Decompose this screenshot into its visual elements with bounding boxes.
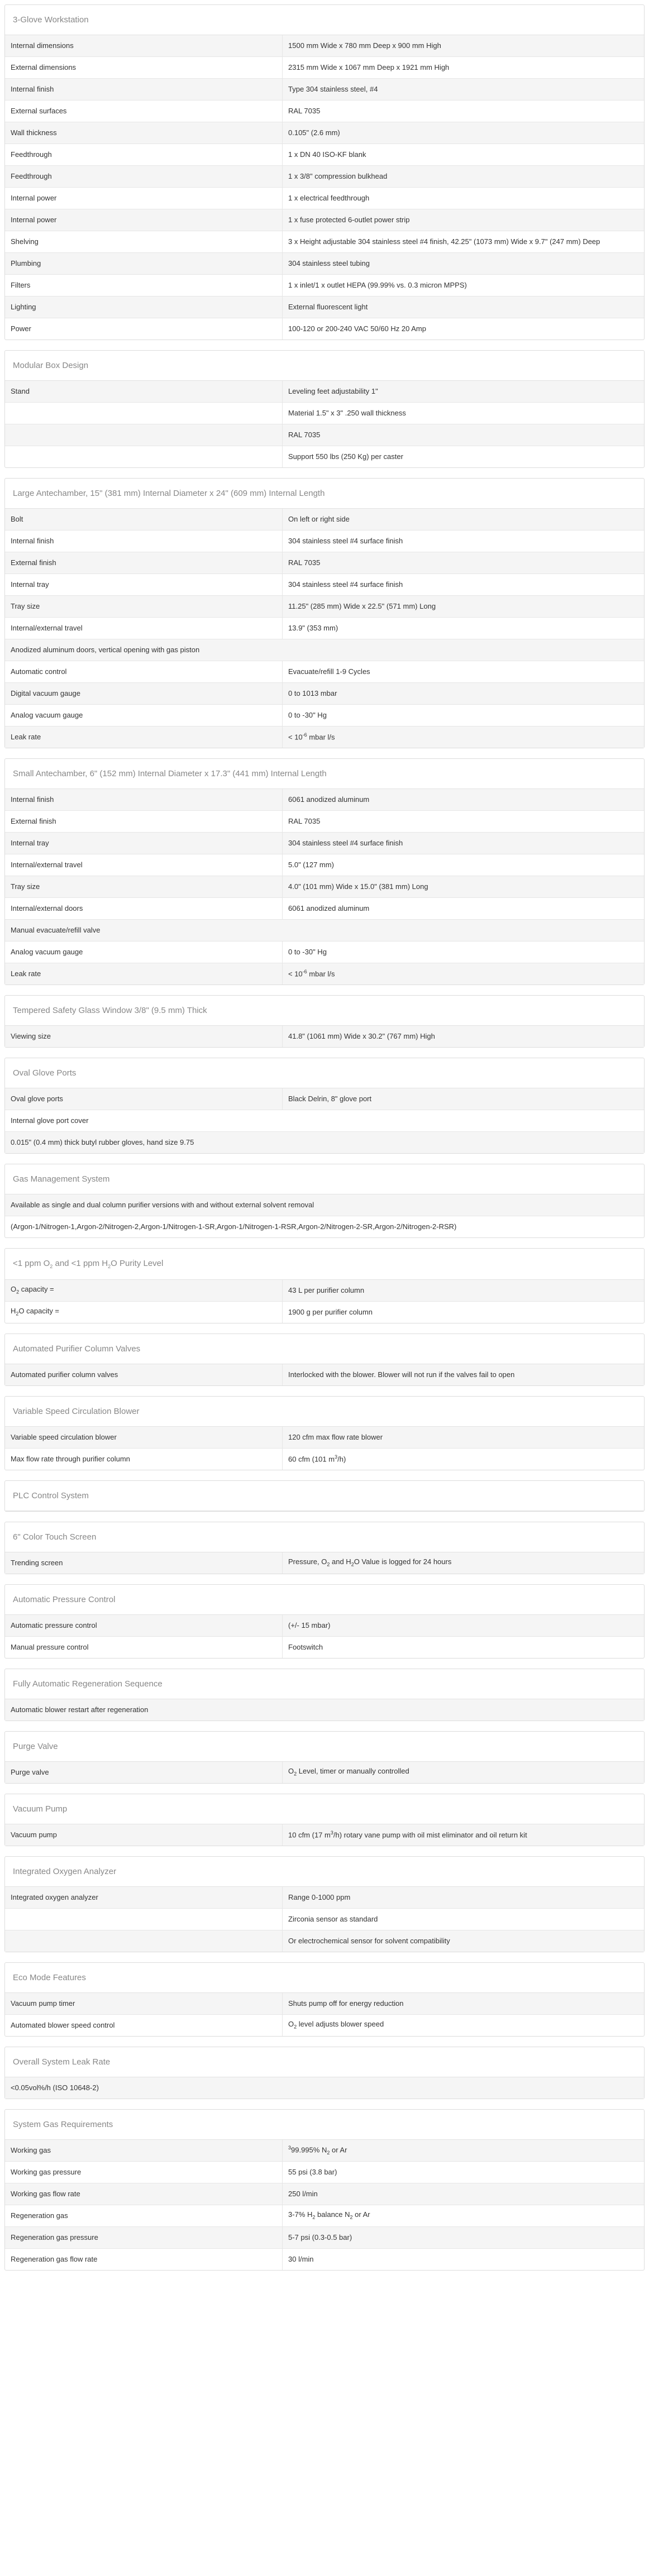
- spec-row: [5, 101, 644, 122]
- spec-row: [5, 1427, 644, 1449]
- spec-label: [5, 1930, 283, 1952]
- spec-row: [5, 2183, 644, 2205]
- spec-value: Type 304 stainless steel, #4: [283, 79, 645, 101]
- spec-row: [5, 920, 644, 941]
- spec-value: $O_2$ level adjusts blower speed: [283, 2015, 645, 2037]
- spec-label: Working gas pressure: [5, 2162, 283, 2183]
- spec-label: External dimensions: [5, 57, 283, 79]
- section-tempered-safety-glass-window-3-8-9-5-mm-thick: [4, 995, 645, 1048]
- spec-value: Leveling feet adjustability 1": [283, 381, 645, 403]
- section-title: Gas Management System: [5, 1164, 644, 1194]
- spec-row: [5, 297, 644, 318]
- section-integrated-oxygen-analyzer: [4, 1856, 645, 1952]
- section-title: Fully Automatic Regeneration Sequence: [5, 1669, 644, 1699]
- spec-value: < $10^{-6}$ mbar l/s: [283, 963, 645, 985]
- spec-value: 11.25" (285 mm) Wide x 22.5" (571 mm) Long: [283, 596, 645, 618]
- spec-label: [5, 403, 283, 424]
- spec-row: [5, 79, 644, 101]
- spec-label: Internal tray: [5, 574, 283, 596]
- spec-value: 41.8" (1061 mm) Wide x 30.2" (767 mm) High: [283, 1026, 645, 1047]
- spec-value: 55 psi (3.8 bar): [283, 2162, 645, 2183]
- spec-row: [5, 596, 644, 618]
- spec-row: [5, 1449, 644, 1470]
- spec-table: [5, 1088, 644, 1153]
- section-title: Large Antechamber, 15" (381 mm) Internal Diameter x 24" (609 mm) Internal Length: [5, 479, 644, 509]
- spec-row: [5, 1132, 644, 1154]
- section-3-glove-workstation: [4, 4, 645, 340]
- section-large-antechamber-15-381-mm-internal-diameter-x-24-609-mm-internal-length: [4, 478, 645, 748]
- spec-table: [5, 1364, 644, 1385]
- spec-label: Internal finish: [5, 79, 283, 101]
- spec-value: 60 cfm (101 $m^3/h$): [283, 1449, 645, 1470]
- spec-label: Internal dimensions: [5, 35, 283, 57]
- section-title: System Gas Requirements: [5, 2110, 644, 2140]
- spec-value: Evacuate/refill 1-9 Cycles: [283, 661, 645, 683]
- spec-value: External fluorescent light: [283, 297, 645, 318]
- spec-label: Tray size: [5, 876, 283, 898]
- spec-value: 1 x 3/8" compression bulkhead: [283, 166, 645, 188]
- spec-label: Working gas: [5, 2140, 283, 2162]
- spec-row: [5, 509, 644, 531]
- spec-row: [5, 1762, 644, 1783]
- spec-row: [5, 1026, 644, 1047]
- spec-row: [5, 833, 644, 854]
- spec-value: 0 to -30" Hg: [283, 941, 645, 963]
- section-oval-glove-ports: [4, 1058, 645, 1154]
- spec-row: [5, 854, 644, 876]
- spec-label: Internal finish: [5, 789, 283, 811]
- spec-label: $H_2O$ capacity =: [5, 1302, 283, 1323]
- spec-table: [5, 1887, 644, 1952]
- spec-label: Internal/external travel: [5, 854, 283, 876]
- section-title: Variable Speed Circulation Blower: [5, 1397, 644, 1427]
- spec-row: [5, 318, 644, 340]
- spec-label: Internal power: [5, 188, 283, 209]
- spec-value: Zirconia sensor as standard: [283, 1909, 645, 1930]
- spec-label: Regeneration gas pressure: [5, 2227, 283, 2249]
- spec-table: [5, 2140, 644, 2270]
- spec-value: 6061 anodized aluminum: [283, 789, 645, 811]
- spec-value: 120 cfm max flow rate blower: [283, 1427, 645, 1449]
- spec-value: $^3$99.995% $N_2$ or Ar: [283, 2140, 645, 2162]
- spec-value: 2315 mm Wide x 1067 mm Deep x 1921 mm High: [283, 57, 645, 79]
- spec-value: 13.9" (353 mm): [283, 618, 645, 639]
- section-overall-system-leak-rate: [4, 2047, 645, 2099]
- spec-value: 304 stainless steel #4 surface finish: [283, 833, 645, 854]
- spec-label: Leak rate: [5, 963, 283, 985]
- spec-label: Variable speed circulation blower: [5, 1427, 283, 1449]
- spec-row: [5, 1280, 644, 1302]
- section-1-ppm-o2-and-1-ppm-h2o-purity-level: [4, 1248, 645, 1323]
- section-title: Overall System Leak Rate: [5, 2047, 644, 2077]
- spec-value: 3-7% $H_2$ balance $N_2$ or Ar: [283, 2205, 645, 2227]
- spec-label: Analog vacuum gauge: [5, 941, 283, 963]
- spec-row: [5, 618, 644, 639]
- spec-row: [5, 35, 644, 57]
- spec-value: 1 x DN 40 ISO-KF blank: [283, 144, 645, 166]
- spec-note: Internal glove port cover: [5, 1110, 644, 1132]
- spec-label: Internal/external doors: [5, 898, 283, 920]
- spec-value: 1 x fuse protected 6-outlet power strip: [283, 209, 645, 231]
- spec-value: (+/- 15 mbar): [283, 1615, 645, 1637]
- spec-label: Viewing size: [5, 1026, 283, 1047]
- spec-value: 4.0" (101 mm) Wide x 15.0" (381 mm) Long: [283, 876, 645, 898]
- spec-label: [5, 424, 283, 446]
- spec-row: [5, 231, 644, 253]
- spec-label: Purge valve: [5, 1762, 283, 1783]
- spec-table: [5, 381, 644, 467]
- spec-value: 5.0" (127 mm): [283, 854, 645, 876]
- section-title: <1 ppm $O_2$ and <1 ppm $H_2O$ Purity Level: [5, 1249, 644, 1280]
- spec-row: [5, 275, 644, 297]
- spec-value: 1 x inlet/1 x outlet HEPA (99.99% vs. 0.3 micron MPPS): [283, 275, 645, 297]
- spec-label: Integrated oxygen analyzer: [5, 1887, 283, 1909]
- spec-row: [5, 552, 644, 574]
- spec-table: [5, 1699, 644, 1720]
- spec-row: [5, 2227, 644, 2249]
- spec-row: [5, 403, 644, 424]
- spec-value: 1500 mm Wide x 780 mm Deep x 900 mm High: [283, 35, 645, 57]
- spec-row: [5, 57, 644, 79]
- section-plc-control-system: [4, 1480, 645, 1512]
- spec-value: Shuts pump off for energy reduction: [283, 1993, 645, 2015]
- spec-row: [5, 727, 644, 748]
- section-title: 6" Color Touch Screen: [5, 1522, 644, 1552]
- spec-value: RAL 7035: [283, 101, 645, 122]
- spec-table: [5, 1427, 644, 1470]
- section-title: Purge Valve: [5, 1732, 644, 1762]
- spec-table: [5, 1026, 644, 1047]
- spec-value: 1 x electrical feedthrough: [283, 188, 645, 209]
- spec-note: (Argon-1/Nitrogen-1,Argon-2/Nitrogen-2,Argon-1/Nitrogen-1-SR,Argon-1/Nitrogen-1-RSR,Argon-2/Nitrogen-2-SR,Argon-2/Nitrogen-2-RSR): [5, 1216, 644, 1238]
- spec-value: $O_2$ Level, timer or manually controlled: [283, 1762, 645, 1783]
- spec-label: $O_2$ capacity =: [5, 1280, 283, 1302]
- spec-row: [5, 381, 644, 403]
- spec-value: < $10^{-6}$ mbar l/s: [283, 727, 645, 748]
- spec-value: 1900 g per purifier column: [283, 1302, 645, 1323]
- spec-label: Bolt: [5, 509, 283, 531]
- section-title: Vacuum Pump: [5, 1794, 644, 1824]
- spec-note: Anodized aluminum doors, vertical opening with gas piston: [5, 639, 644, 661]
- spec-label: External finish: [5, 552, 283, 574]
- spec-row: [5, 253, 644, 275]
- spec-row: [5, 166, 644, 188]
- section-eco-mode-features: [4, 1962, 645, 2037]
- spec-label: [5, 1909, 283, 1930]
- spec-label: Regeneration gas: [5, 2205, 283, 2227]
- spec-row: [5, 1930, 644, 1952]
- section-variable-speed-circulation-blower: [4, 1396, 645, 1470]
- spec-label: Analog vacuum gauge: [5, 705, 283, 727]
- section-vacuum-pump: [4, 1794, 645, 1846]
- section-gas-management-system: [4, 1164, 645, 1238]
- spec-row: [5, 811, 644, 833]
- spec-row: [5, 446, 644, 468]
- section-title: Tempered Safety Glass Window 3/8" (9.5 mm) Thick: [5, 996, 644, 1026]
- spec-label: Internal power: [5, 209, 283, 231]
- spec-row: [5, 1364, 644, 1385]
- spec-value: 10 cfm (17 $m^3/h$) rotary vane pump with oil mist eliminator and oil return kit: [283, 1824, 645, 1846]
- spec-label: Trending screen: [5, 1552, 283, 1574]
- spec-value: Footswitch: [283, 1637, 645, 1659]
- spec-label: [5, 446, 283, 468]
- spec-label: Internal/external travel: [5, 618, 283, 639]
- spec-table: [5, 1552, 644, 1574]
- spec-note: 0.015" (0.4 mm) thick butyl rubber gloves, hand size 9.75: [5, 1132, 644, 1154]
- spec-value: 3 x Height adjustable 304 stainless steel #4 finish, 42.25" (1073 mm) Wide x 9.7" (247 mm) Deep: [283, 231, 645, 253]
- spec-label: Internal finish: [5, 531, 283, 552]
- spec-label: Shelving: [5, 231, 283, 253]
- spec-label: External finish: [5, 811, 283, 833]
- spec-value: Black Delrin, 8" glove port: [283, 1088, 645, 1110]
- spec-value: 0 to 1013 mbar: [283, 683, 645, 705]
- section-6-color-touch-screen: [4, 1522, 645, 1574]
- spec-row: [5, 1216, 644, 1238]
- spec-row: [5, 789, 644, 811]
- spec-value: RAL 7035: [283, 552, 645, 574]
- spec-row: [5, 2140, 644, 2162]
- spec-note: Manual evacuate/refill valve: [5, 920, 644, 941]
- spec-note: Available as single and dual column purifier versions with and without external solvent removal: [5, 1194, 644, 1216]
- spec-table: [5, 509, 644, 748]
- spec-table: [5, 1762, 644, 1783]
- spec-row: [5, 531, 644, 552]
- spec-table: [5, 789, 644, 984]
- spec-table: [5, 1615, 644, 1658]
- spec-label: Leak rate: [5, 727, 283, 748]
- spec-label: Tray size: [5, 596, 283, 618]
- spec-note: <0.05vol%/h (ISO 10648-2): [5, 2077, 644, 2099]
- spec-value: 304 stainless steel #4 surface finish: [283, 531, 645, 552]
- spec-row: [5, 1637, 644, 1659]
- spec-label: Automated purifier column valves: [5, 1364, 283, 1385]
- spec-label: Automated blower speed control: [5, 2015, 283, 2037]
- spec-row: [5, 2249, 644, 2271]
- section-purge-valve: [4, 1731, 645, 1784]
- spec-row: [5, 144, 644, 166]
- spec-table: [5, 1824, 644, 1846]
- spec-label: Oval glove ports: [5, 1088, 283, 1110]
- spec-label: Plumbing: [5, 253, 283, 275]
- section-title: Integrated Oxygen Analyzer: [5, 1857, 644, 1887]
- section-title: Small Antechamber, 6" (152 mm) Internal Diameter x 17.3" (441 mm) Internal Length: [5, 759, 644, 789]
- spec-row: [5, 661, 644, 683]
- spec-value: 6061 anodized aluminum: [283, 898, 645, 920]
- spec-table: [5, 1280, 644, 1323]
- spec-label: Lighting: [5, 297, 283, 318]
- spec-value: RAL 7035: [283, 424, 645, 446]
- spec-label: Stand: [5, 381, 283, 403]
- spec-row: [5, 1088, 644, 1110]
- spec-row: [5, 1110, 644, 1132]
- spec-label: Feedthrough: [5, 144, 283, 166]
- spec-row: [5, 963, 644, 985]
- spec-row: [5, 876, 644, 898]
- spec-label: External surfaces: [5, 101, 283, 122]
- spec-row: [5, 898, 644, 920]
- spec-label: Regeneration gas flow rate: [5, 2249, 283, 2271]
- spec-value: 0.105" (2.6 mm): [283, 122, 645, 144]
- spec-label: Digital vacuum gauge: [5, 683, 283, 705]
- section-title: PLC Control System: [5, 1481, 644, 1511]
- spec-row: [5, 2077, 644, 2099]
- spec-label: Automatic control: [5, 661, 283, 683]
- section-title: Eco Mode Features: [5, 1963, 644, 1993]
- section-title: Automatic Pressure Control: [5, 1585, 644, 1615]
- spec-label: Max flow rate through purifier column: [5, 1449, 283, 1470]
- spec-value: RAL 7035: [283, 811, 645, 833]
- spec-row: [5, 188, 644, 209]
- spec-value: 304 stainless steel tubing: [283, 253, 645, 275]
- spec-table: [5, 1194, 644, 1237]
- section-automatic-pressure-control: [4, 1584, 645, 1659]
- spec-label: Feedthrough: [5, 166, 283, 188]
- section-modular-box-design: [4, 350, 645, 468]
- spec-value: 100-120 or 200-240 VAC 50/60 Hz 20 Amp: [283, 318, 645, 340]
- spec-table: [5, 35, 644, 340]
- spec-row: [5, 209, 644, 231]
- spec-row: [5, 424, 644, 446]
- spec-value: 250 l/min: [283, 2183, 645, 2205]
- spec-value: Pressure, $O_2$ and $H_2O$ Value is logged for 24 hours: [283, 1552, 645, 1574]
- spec-value: Or electrochemical sensor for solvent compatibility: [283, 1930, 645, 1952]
- spec-value: 304 stainless steel #4 surface finish: [283, 574, 645, 596]
- section-title: Oval Glove Ports: [5, 1058, 644, 1088]
- section-automated-purifier-column-valves: [4, 1334, 645, 1386]
- spec-row: [5, 1887, 644, 1909]
- spec-row: [5, 1909, 644, 1930]
- spec-row: [5, 1993, 644, 2015]
- spec-row: [5, 122, 644, 144]
- spec-row: [5, 1699, 644, 1720]
- spec-label: Automatic pressure control: [5, 1615, 283, 1637]
- spec-value: 43 L per purifier column: [283, 1280, 645, 1302]
- spec-value: 5-7 psi (0.3-0.5 bar): [283, 2227, 645, 2249]
- spec-row: [5, 1302, 644, 1323]
- section-system-gas-requirements: [4, 2109, 645, 2271]
- section-title: Automated Purifier Column Valves: [5, 1334, 644, 1364]
- spec-label: Internal tray: [5, 833, 283, 854]
- spec-row: [5, 705, 644, 727]
- section-small-antechamber-6-152-mm-internal-diameter-x-17-3-441-mm-internal-length: [4, 758, 645, 985]
- spec-row: [5, 1615, 644, 1637]
- spec-value: 30 l/min: [283, 2249, 645, 2271]
- spec-label: Vacuum pump: [5, 1824, 283, 1846]
- spec-value: Support 550 lbs (250 Kg) per caster: [283, 446, 645, 468]
- spec-label: Vacuum pump timer: [5, 1993, 283, 2015]
- spec-label: Working gas flow rate: [5, 2183, 283, 2205]
- spec-value: Material 1.5" x 3" .250 wall thickness: [283, 403, 645, 424]
- spec-note: Automatic blower restart after regeneration: [5, 1699, 644, 1720]
- section-title: Modular Box Design: [5, 351, 644, 381]
- spec-row: [5, 574, 644, 596]
- spec-value: 0 to -30" Hg: [283, 705, 645, 727]
- spec-row: [5, 639, 644, 661]
- spec-row: [5, 2015, 644, 2037]
- section-fully-automatic-regeneration-sequence: [4, 1669, 645, 1721]
- spec-row: [5, 1824, 644, 1846]
- spec-table: [5, 1993, 644, 2036]
- spec-row: [5, 941, 644, 963]
- spec-table: [5, 2077, 644, 2099]
- spec-value: Range 0-1000 ppm: [283, 1887, 645, 1909]
- spec-row: [5, 2205, 644, 2227]
- spec-row: [5, 1552, 644, 1574]
- spec-value: Interlocked with the blower. Blower will not run if the valves fail to open: [283, 1364, 645, 1385]
- spec-label: Manual pressure control: [5, 1637, 283, 1659]
- spec-value: On left or right side: [283, 509, 645, 531]
- spec-row: [5, 1194, 644, 1216]
- spec-row: [5, 2162, 644, 2183]
- spec-label: Filters: [5, 275, 283, 297]
- section-title: 3-Glove Workstation: [5, 5, 644, 35]
- spec-row: [5, 683, 644, 705]
- spec-label: Wall thickness: [5, 122, 283, 144]
- spec-label: Power: [5, 318, 283, 340]
